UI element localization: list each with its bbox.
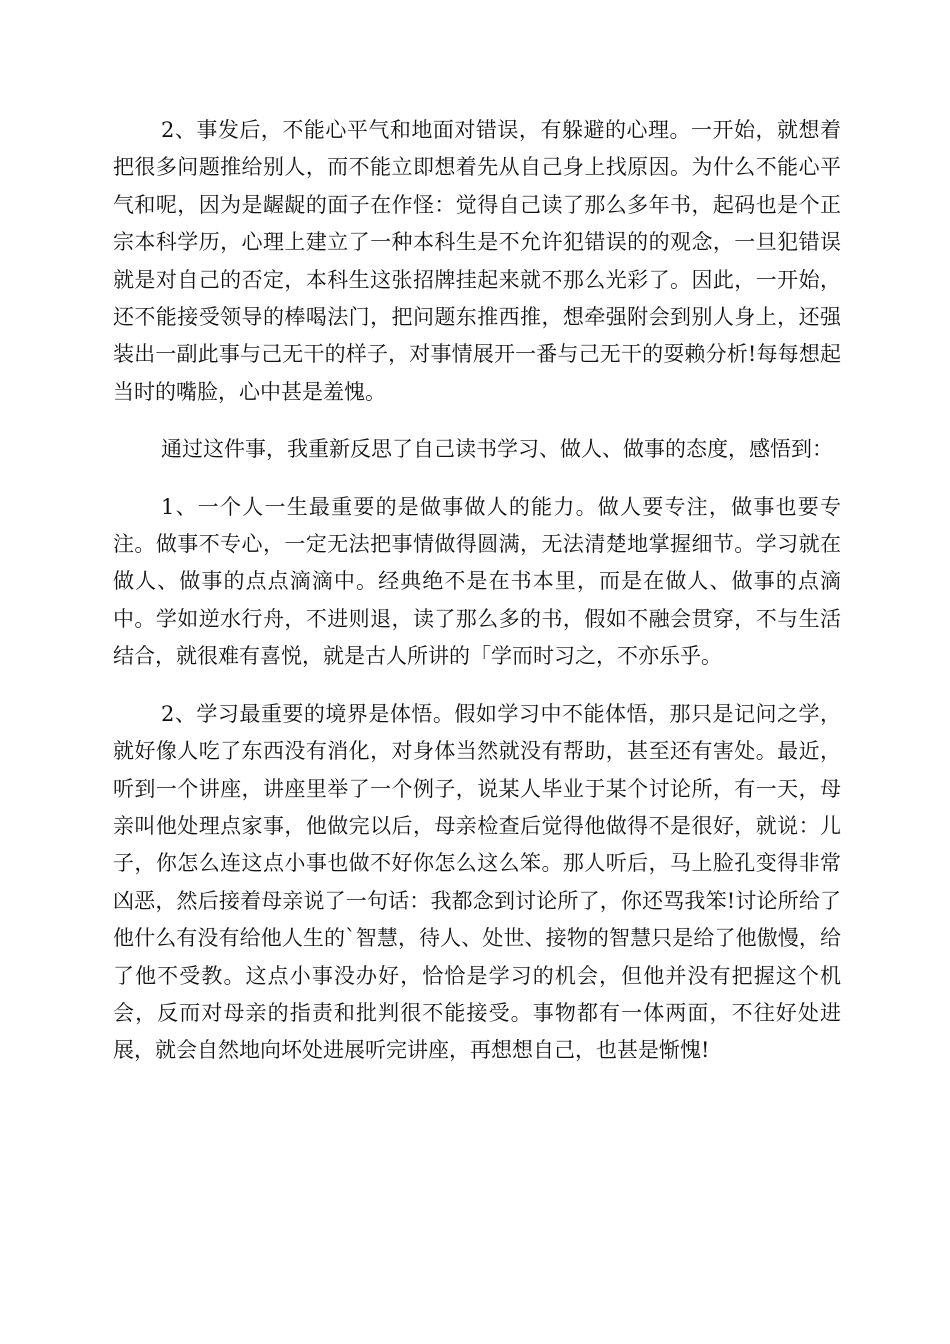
paragraph-lesson-insight: 2、学习最重要的境界是体悟。假如学习中不能体悟，那只是记问之学，就好像人吃了东西没有消化，对身体当然就没有帮助，甚至还有害处。最近，听到一个讲座，讲座里举了一个例子，说某人毕业于某个讨论所，有一天，母亲叫他处理点家事，他做完以后，母亲检查后觉得他做得不是很好，就说：儿子，你怎么连这点小事也做不好你怎么这么笨。那人听后，马上脸孔变得非常凶恶，然后接着母亲说了一句话：我都念到讨论所了，你还骂我笨!讨论所给了他什么有没有给他人生的`智慧，待人、处世、接物的智慧只是给了他傲慢，给了他不受教。这点小事没办好，恰恰是学习的机会，但他并没有把握这个机会，反而对母亲的指责和批判很不能接受。事物都有一体两面，不往好处进展，就会自然地向坏处进展听完讲座，再想想自己，也甚是惭愧! xyxy=(113,701,841,1063)
paragraph-lesson-focus: 1、一个人一生最重要的是做事做人的能力。做人要专注，做事也要专注。做事不专心，一定无法把事情做得圆满，无法清楚地掌握细节。学习就在做人、做事的点点滴滴中。经典绝不是在书本里，而是在做人、做事的点滴中。学如逆水行舟，不进则退，读了那么多的书，假如不融会贯穿，不与生活结合，就很难有喜悦，就是古人所讲的「学而时习之，不亦乐乎。 xyxy=(113,494,841,669)
document-body xyxy=(113,112,841,1090)
paragraph-reflection-avoidance: 2、事发后，不能心平气和地面对错误，有躲避的心理。一开始，就想着把很多问题推给别人，而不能立即想着先从自己身上找原因。为什么不能心平气和呢，因为是龌龊的面子在作怪：觉得自己读了那么多年书，起码也是个正宗本科学历，心理上建立了一种本科生是不允许犯错误的的观念，一旦犯错误就是对自己的否定，本科生这张招牌挂起来就不那么光彩了。因此，一开始，还不能接受领导的棒喝法门，把问题东推西推，想牵强附会到别人身上，还强装出一副此事与己无干的样子，对事情展开一番与己无干的耍赖分析!每每想起当时的嘴脸，心中甚是羞愧。 xyxy=(113,118,841,404)
paragraph-reflection-intro: 通过这件事，我重新反思了自己读书学习、做人、做事的态度，感悟到： xyxy=(161,437,833,462)
